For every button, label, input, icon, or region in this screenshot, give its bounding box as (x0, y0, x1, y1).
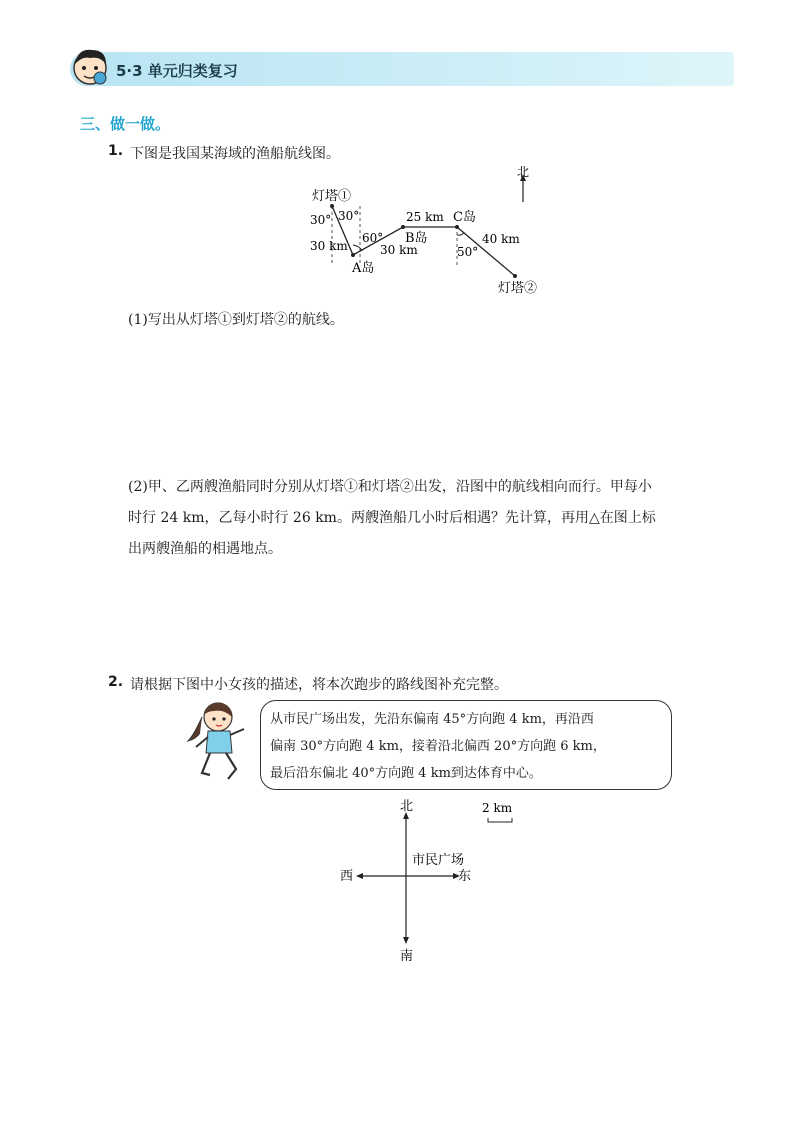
angle-30b: 30° (338, 209, 360, 223)
compass-north: 北 (400, 799, 414, 814)
speech-line-2: 偏南 30°方向跑 4 km，接着沿北偏西 20°方向跑 6 km， (270, 739, 606, 754)
q1-sub2-line3: 出两艘渔船的相遇地点。 (128, 541, 282, 557)
angle-60: 60° (362, 231, 384, 245)
speech-line-3: 最后沿东偏北 40°方向跑 4 km到达体育中心。 (270, 766, 542, 781)
dist-30b: 30 km (380, 243, 418, 257)
compass-figure (330, 798, 530, 968)
speech-text (270, 706, 670, 787)
running-girl-icon (184, 695, 254, 785)
south-arrowhead (403, 937, 409, 944)
island-b-label: B岛 (405, 231, 428, 246)
point-lh2 (513, 274, 517, 278)
point-a (351, 253, 355, 257)
q1-number: 1. (108, 143, 124, 159)
compass-center-label: 市民广场 (412, 853, 465, 868)
island-a-label: A岛 (352, 261, 375, 276)
angle-50: 50° (457, 245, 479, 259)
lighthouse1-label: 灯塔① (312, 189, 352, 204)
q1-text: 下图是我国某海域的渔船航线图。 (130, 146, 340, 162)
point-b (401, 225, 405, 229)
compass-west: 西 (340, 869, 354, 884)
q2-number: 2. (108, 674, 124, 690)
scale-bar (488, 818, 512, 822)
compass-east: 东 (458, 869, 472, 884)
dist-40: 40 km (482, 232, 520, 246)
point-c (455, 225, 459, 229)
speech-line-1: 从市民广场出发，先沿东偏南 45°方向跑 4 km，再沿西 (270, 712, 594, 727)
compass-south: 南 (400, 949, 414, 964)
sea-route-figure (290, 160, 580, 310)
q1-sub2-line1: (2)甲、乙两艘渔船同时分别从灯塔①和灯塔②出发，沿图中的航线相向而行。甲每小 (128, 479, 652, 495)
lighthouse2-label: 灯塔② (498, 281, 538, 296)
dist-30a: 30 km (310, 239, 348, 253)
section-title: 三、做一做。 (80, 115, 171, 133)
header-title: 5·3 单元归类复习 (116, 62, 238, 80)
angle-30a: 30° (310, 213, 332, 227)
q1-sub1: (1)写出从灯塔①到灯塔②的航线。 (128, 312, 344, 328)
island-c-label: C岛 (453, 210, 476, 225)
scale-label: 2 km (482, 801, 513, 815)
q2-text: 请根据下图中小女孩的描述，将本次跑步的路线图补充完整。 (130, 677, 508, 693)
point-lh1 (330, 204, 334, 208)
mascot-icon (66, 42, 114, 90)
north-label: 北 (517, 165, 530, 179)
q1-sub2-line2: 时行 24 km，乙每小时行 26 km。两艘渔船几小时后相遇？先计算，再用△在图上标 (128, 510, 656, 526)
dist-25: 25 km (406, 210, 444, 224)
west-arrowhead (356, 873, 363, 879)
